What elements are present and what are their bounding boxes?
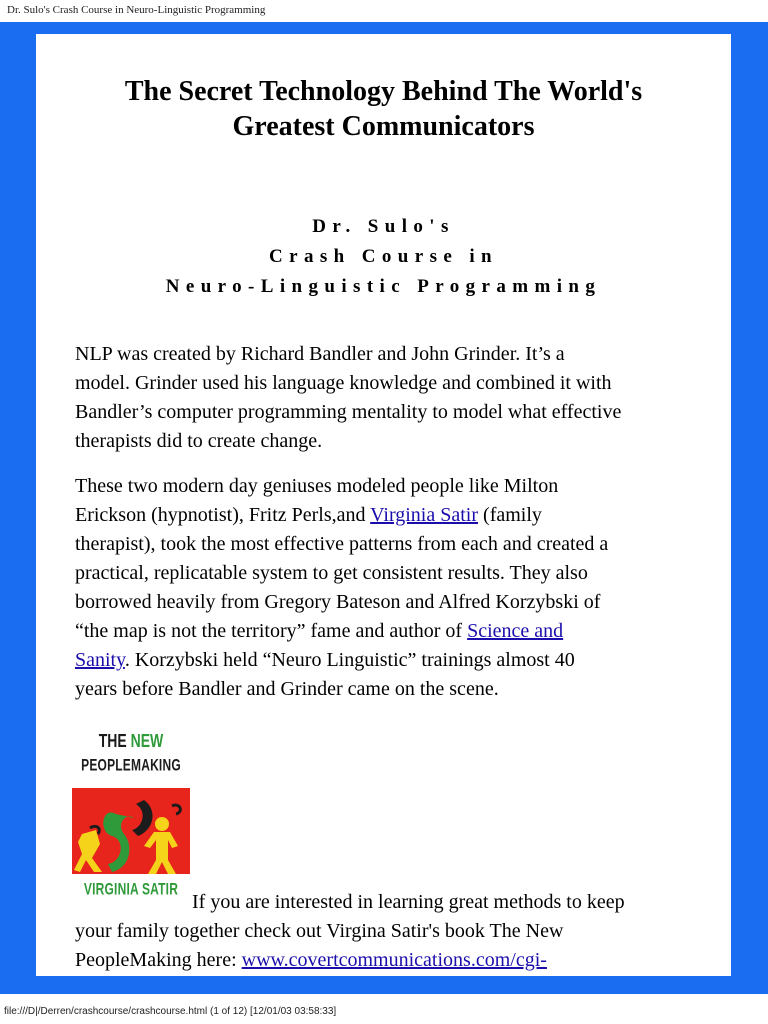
book-cover-yellow-figure-head	[155, 817, 169, 831]
paragraph-text: “the map is not the territory” fame and author of	[75, 620, 468, 642]
paragraph-text: . Korzybski held “Neuro Linguistic” trainings almost 40	[124, 649, 575, 671]
book-title-peoplemaking: PEOPLEMAKING	[81, 755, 181, 775]
paragraph-line: Bandler’s computer programming mentality to model what effective	[75, 401, 622, 423]
paragraph-line	[75, 646, 705, 675]
subtitle-line-3: Neuro-Linguistic Programming	[165, 276, 602, 297]
paragraph-text: (family	[478, 504, 542, 526]
print-footer: file:///D|/Derren/crashcourse/crashcourse.html (1 of 12) [12/01/03 03:58:33]	[4, 1006, 337, 1017]
page-title-line-2: Greatest Communicators	[232, 111, 535, 142]
paragraph-nlp-origin	[75, 340, 705, 456]
page-subtitle	[36, 212, 731, 302]
covert-communications-link[interactable]: www.covertcommunications.com/cgi-	[241, 949, 547, 971]
print-header: Dr. Sulo's Crash Course in Neuro-Linguistic Programming	[7, 4, 266, 16]
paragraph-line: If you are interested in learning great methods to keep	[192, 891, 625, 913]
book-author: VIRGINIA SATIR	[83, 879, 179, 899]
paragraph-line	[75, 501, 705, 530]
paragraph-line: practical, replicatable system to get consistent results. They also	[75, 562, 588, 584]
paragraph-line: years before Bandler and Grinder came on the scene.	[75, 678, 499, 700]
paragraph-line: your family together check out Virgina Satir's book The New	[75, 920, 564, 942]
paragraph-line: therapist), took the most effective patterns from each and created a	[75, 533, 609, 555]
book-title-new: NEW	[130, 729, 164, 751]
book-title-top	[72, 729, 190, 751]
subtitle-line-1: Dr. Sulo's	[312, 216, 455, 237]
paragraph-line: NLP was created by Richard Bandler and John Grinder. It’s a	[75, 343, 565, 365]
paragraph-line	[75, 946, 705, 975]
virginia-satir-link[interactable]: Virginia Satir	[370, 504, 479, 526]
paragraph-line: borrowed heavily from Gregory Bateson and Alfred Korzybski of	[75, 591, 601, 613]
paragraph-text: PeopleMaking here:	[75, 949, 242, 971]
science-and-sanity-link-continued[interactable]: Sanity	[75, 649, 125, 671]
new-peoplemaking-book-cover[interactable]	[72, 726, 190, 904]
page-title-line-1: The Secret Technology Behind The World's	[124, 76, 643, 107]
page-title	[36, 74, 731, 144]
science-and-sanity-link[interactable]: Science and	[467, 620, 564, 642]
paragraph-line: therapists did to create change.	[75, 430, 323, 452]
paragraph-modeled-people	[75, 472, 705, 704]
content-panel	[36, 34, 731, 976]
paragraph-book-recommendation	[75, 888, 705, 975]
paragraph-text: Erickson (hypnotist), Fritz Perls,and	[75, 504, 371, 526]
subtitle-line-2: Crash Course in	[268, 246, 498, 267]
paragraph-line: model. Grinder used his language knowledge and combined it with	[75, 372, 612, 394]
book-title-the: THE	[98, 729, 127, 751]
paragraph-line: These two modern day geniuses modeled people like Milton	[75, 475, 559, 497]
paragraph-line	[75, 617, 705, 646]
